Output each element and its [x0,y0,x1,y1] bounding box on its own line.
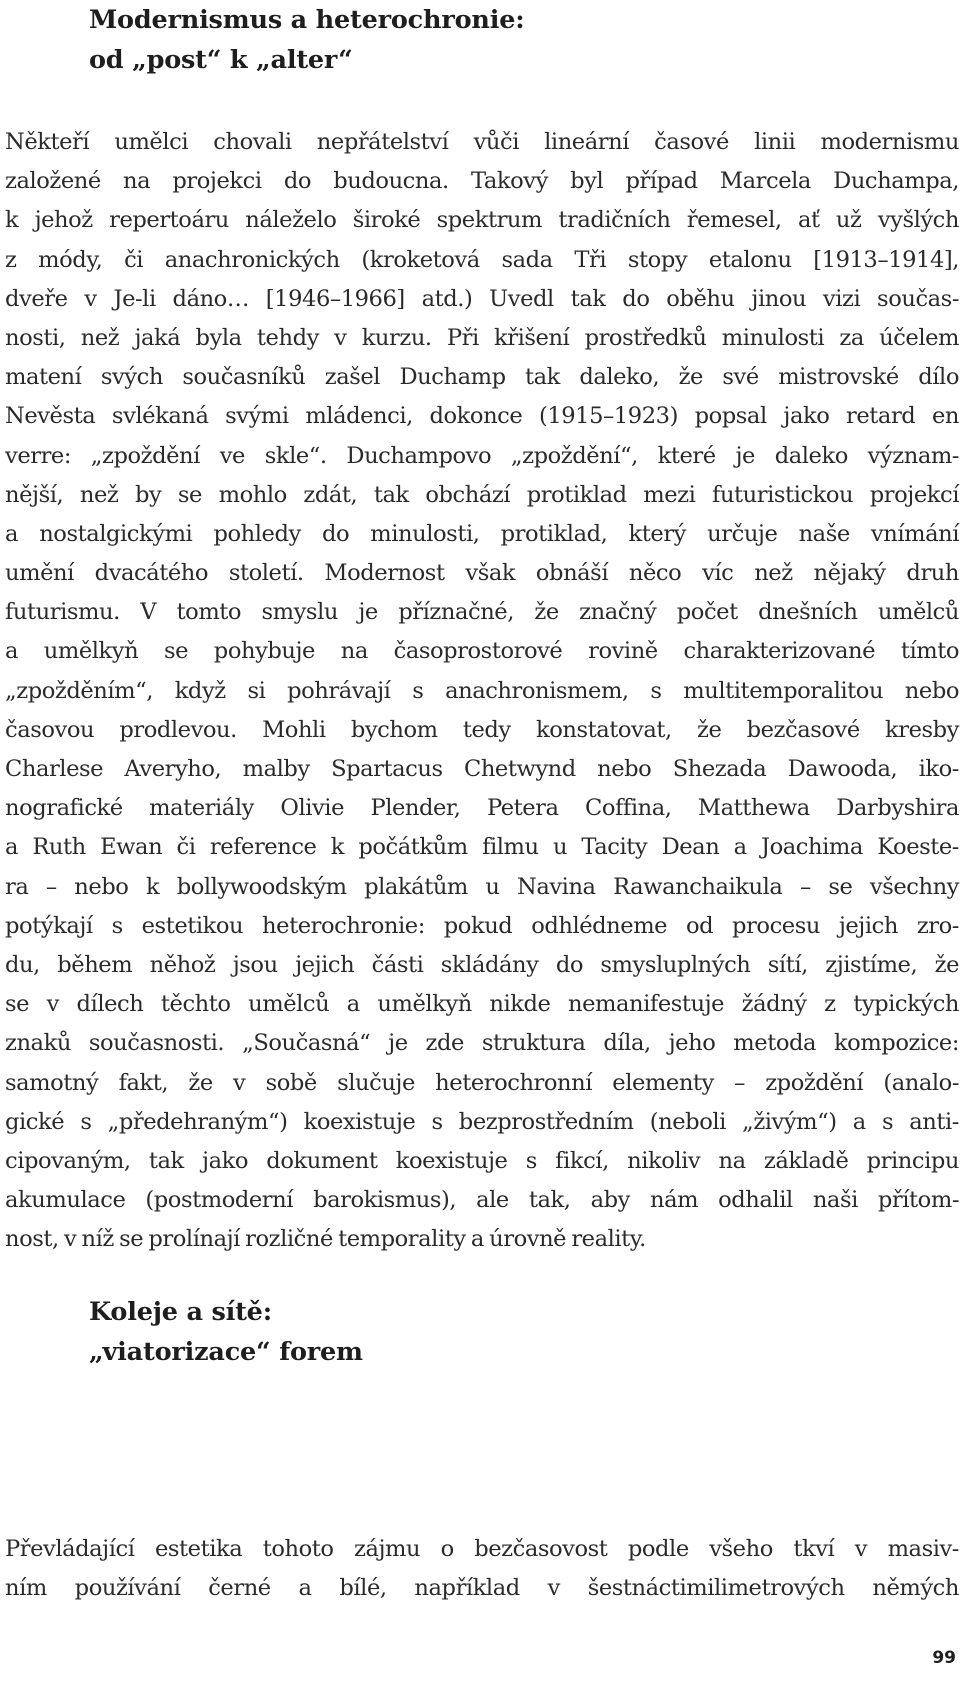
text-line: akumulace (postmoderní barokismus), ale tak, aby nám odhalil naši přítom- [5,1187,959,1214]
paragraph-modernismus [5,123,959,1259]
text-line: a Ruth Ewan či reference k počátkům filmu u Tacity Dean a Joachima Koeste- [5,834,959,861]
text-line: ním používání černé a bílé, například v šestnáctimilimetrových němých [5,1575,959,1602]
text-line: du, během něhož jsou jejich části skládány do smysluplných sítí, zjistíme, že [5,951,959,978]
text-line: časovou prodlevou. Mohli bychom tedy konstatovat, že bezčasové kresby [5,716,959,743]
text-line: matení svých současníků zašel Duchamp tak daleko, že své mistrovské dílo [5,364,959,391]
text-line: Převládající estetika tohoto zájmu o bezčasovost podle všeho tkví v masiv- [5,1536,959,1562]
text-line: cipovaným, tak jako dokument koexistuje s fikcí, nikoliv na základě principu [5,1147,959,1174]
heading-line: Koleje a sítě: [89,1297,272,1327]
text-line: „zpožděním“, když si pohrávají s anachronismem, s multitemporalitou nebo [5,677,959,704]
text-line: k jehož repertoáru náleželo široké spektrum tradičních řemesel, ať už vyšlých [5,207,959,234]
section-heading-koleje [89,1292,889,1372]
text-line: nější, než by se mohlo zdát, tak obchází protiklad mezi futuristickou projekcí [5,481,959,508]
page-number: 99 [932,1648,956,1668]
text-line: verre: „zpoždění ve skle“. Duchampovo „zpoždění“, které je daleko význam- [5,442,959,469]
text-line: z módy, či anachronických (kroketová sada Tři stopy etalonu [1913–1914], [5,246,959,273]
text-line: se v dílech těchto umělců a umělkyň nikde nemanifestuje žádný z typických [5,991,959,1018]
paragraph-koleje [5,1530,959,1608]
text-line: a nostalgickými pohledy do minulosti, protiklad, který určuje naše vnímání [5,520,959,547]
text-line: Někteří umělci chovali nepřátelství vůči lineární časové linii modernismu [5,129,959,155]
text-line: gické s „předehraným“) koexistuje s bezprostředním (neboli „živým“) a s anti- [5,1108,959,1135]
text-line: nost, v níž se prolínají rozličné temporality a úrovně reality. [5,1226,646,1253]
heading-line: od „post“ k „alter“ [89,45,353,75]
text-line: nosti, než jaká byla tehdy v kurzu. Při křišení prostředků minulosti za účelem [5,324,959,351]
heading-line: „viatorizace“ forem [89,1337,363,1367]
text-line: Charlese Averyho, malby Spartacus Chetwynd nebo Shezada Dawooda, iko- [5,756,959,782]
text-line: znaků současnosti. „Současná“ je zde struktura díla, jeho metoda kompozice: [5,1030,959,1057]
text-line: založené na projekci do budoucna. Takový byl případ Marcela Duchampa, [5,168,959,195]
text-line: Nevěsta svlékaná svými mládenci, dokonce (1915–1923) popsal jako retard en [5,403,959,430]
text-line: ra – nebo k bollywoodským plakátům u Navina Rawanchaikula – se všechny [5,873,959,900]
heading-line: Modernismus a heterochronie: [89,5,525,35]
section-heading-modernismus [89,0,889,80]
text-line: dveře v Je-li dáno… [1946–1966] atd.) Uvedl tak do oběhu jinou vizi součas- [5,285,959,312]
text-line: futurismu. V tomto smyslu je příznačné, že značný počet dnešních umělců [5,599,959,626]
text-line: umění dvacátého století. Modernost však obnáší něco víc než nějaký druh [5,560,959,587]
text-line: potýkají s estetikou heterochronie: pokud odhlédneme od procesu jejich zro- [5,912,959,939]
text-line: a umělkyň se pohybuje na časoprostorové rovině charakterizované tímto [5,638,959,665]
text-line: nografické materiály Olivie Plender, Petera Coffina, Matthewa Darbyshira [5,795,959,822]
text-line: samotný fakt, že v sobě slučuje heterochronní elementy – zpoždění (analo- [5,1069,959,1096]
